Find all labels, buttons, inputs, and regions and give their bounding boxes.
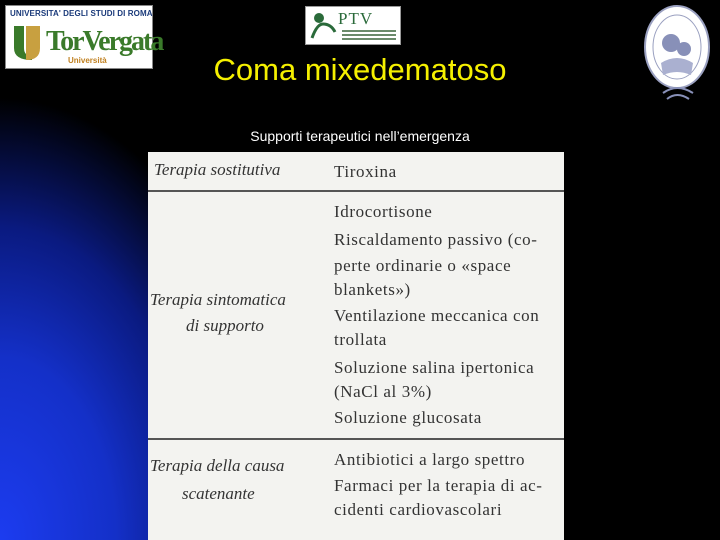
table-divider (148, 190, 564, 192)
table-item: Antibiotici a largo spettro (334, 450, 526, 469)
table-item: Soluzione glucosata (334, 408, 482, 427)
table-item: Soluzione salina ipertonica (334, 358, 535, 377)
table-item: trollata (334, 330, 387, 349)
table-item: (NaCl al 3%) (334, 382, 432, 401)
table-item: perte ordinarie o «space (334, 256, 512, 275)
table-item: cidenti cardiovascolari (334, 500, 503, 519)
table-divider (148, 438, 564, 440)
table-item: Idrocortisone (334, 202, 433, 221)
table-item: Farmaci per la terapia di ac- (334, 476, 543, 495)
university-logo-top-text: UNIVERSITA' DEGLI STUDI DI ROMA (10, 9, 153, 18)
table-item: Tiroxina (334, 162, 397, 181)
table-category: Terapia sintomatica (150, 290, 286, 309)
table-category: scatenante (182, 484, 255, 503)
therapy-table-scan (148, 152, 564, 540)
table-category: Terapia della causa (150, 456, 285, 475)
ptv-logo-text: PTV (338, 9, 374, 28)
slide-title: Coma mixedematoso (213, 52, 507, 87)
slide-subtitle: Supporti terapeutici nell’emergenza (250, 128, 470, 144)
ptv-figure-icon (309, 10, 337, 40)
table-item: Ventilazione meccanica con (334, 306, 540, 325)
table-item: Riscaldamento passivo (co- (334, 230, 538, 249)
university-logo-name: TorVergata (46, 26, 163, 57)
ptv-logo-caption (342, 30, 396, 42)
ptv-logo (305, 6, 401, 45)
university-logo-subtext: Università (68, 56, 107, 65)
table-category: di supporto (186, 316, 264, 335)
table-item: blankets») (334, 280, 411, 299)
table-category: Terapia sostitutiva (154, 160, 281, 179)
